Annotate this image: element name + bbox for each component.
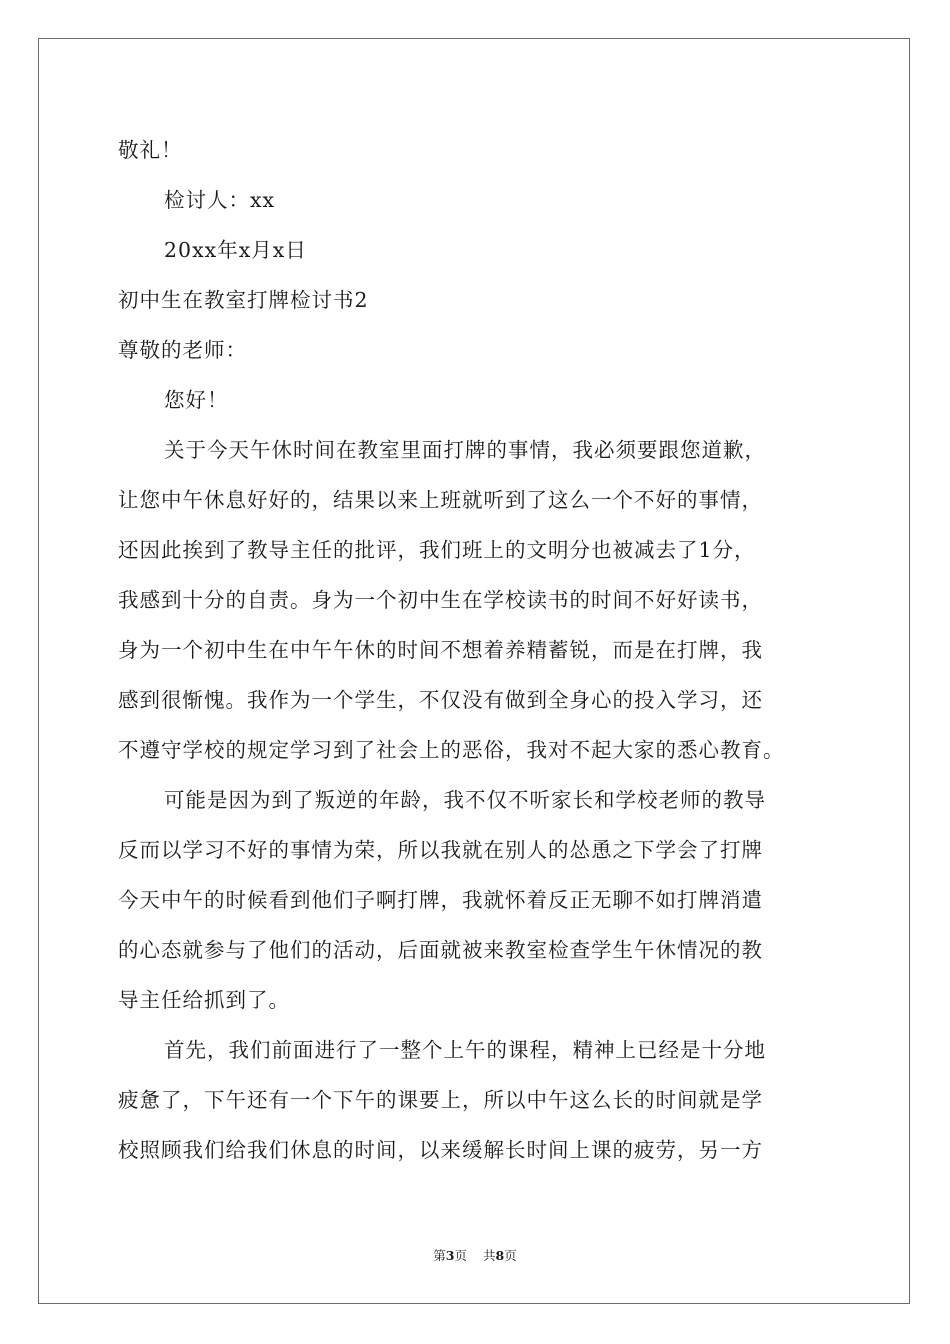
total-pages: 8 <box>495 1248 505 1263</box>
greeting-line: 您好！ <box>164 388 229 412</box>
paragraph-line: 身为一个初中生在中午午休的时间不想着养精蓄锐，而是在打牌，我 <box>118 638 763 662</box>
total-prefix: 共 <box>483 1248 496 1263</box>
paragraph-line: 今天中午的时候看到他们子啊打牌，我就怀着反正无聊不如打牌消遣 <box>118 888 763 912</box>
salutation-line: 尊敬的老师： <box>118 338 247 362</box>
paragraph-line: 校照顾我们给我们休息的时间，以来缓解长时间上课的疲劳，另一方 <box>118 1138 763 1162</box>
paragraph-line: 首先，我们前面进行了一整个上午的课程，精神上已经是十分地 <box>164 1038 766 1062</box>
paragraph-line: 疲惫了，下午还有一个下午的课要上，所以中午这么长的时间就是学 <box>118 1088 763 1112</box>
page-footer <box>0 1248 950 1264</box>
paragraph-line: 不遵守学校的规定学习到了社会上的恶俗，我对不起大家的悉心教育。 <box>118 738 785 762</box>
paragraph-line: 反而以学习不好的事情为荣，所以我就在别人的怂恿之下学会了打牌 <box>118 838 763 862</box>
paragraph-line: 导主任给抓到了。 <box>118 988 290 1012</box>
paragraph-line: 感到很惭愧。我作为一个学生，不仅没有做到全身心的投入学习，还 <box>118 688 763 712</box>
page-frame <box>38 38 910 1304</box>
page-prefix: 第 <box>433 1248 446 1263</box>
paragraph-line: 让您中午休息好好的，结果以来上班就听到了这么一个不好的事情， <box>118 488 763 512</box>
page-number: 3 <box>445 1248 455 1263</box>
document-title: 初中生在教室打牌检讨书2 <box>118 288 369 312</box>
paragraph-line: 的心态就参与了他们的活动，后面就被来教室检查学生午休情况的教 <box>118 938 763 962</box>
paragraph-line: 可能是因为到了叛逆的年龄，我不仅不听家长和学校老师的教导 <box>164 788 766 812</box>
total-suffix: 页 <box>504 1248 517 1263</box>
date-line: 20xx年x月x日 <box>164 238 307 262</box>
paragraph-line: 还因此挨到了教导主任的批评，我们班上的文明分也被减去了1分， <box>118 538 756 562</box>
closing-line: 敬礼！ <box>118 138 183 162</box>
signature-line: 检讨人：xx <box>164 188 276 212</box>
paragraph-line: 我感到十分的自责。身为一个初中生在学校读书的时间不好好读书， <box>118 588 763 612</box>
paragraph-line: 关于今天午休时间在教室里面打牌的事情，我必须要跟您道歉， <box>164 438 766 462</box>
page-suffix: 页 <box>454 1248 467 1263</box>
